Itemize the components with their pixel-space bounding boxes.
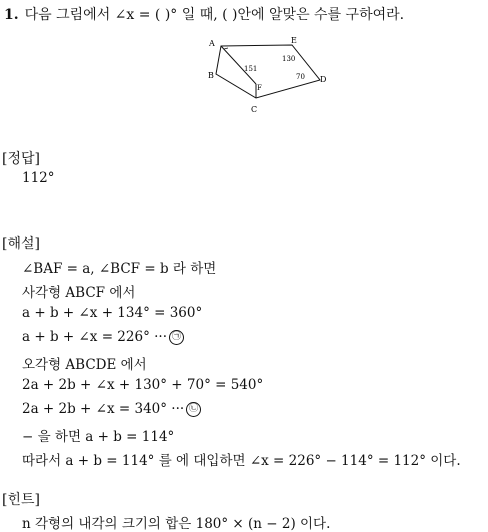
hint-header: [힌트] — [2, 492, 40, 508]
question-number: 1. — [4, 7, 19, 23]
explanation-line-8: − 을 하면 a + b = 114° — [22, 429, 175, 445]
angle-130: 130 — [282, 55, 296, 63]
explanation-line-2: 사각형 ABCF 에서 — [22, 285, 136, 301]
label-c: C — [251, 105, 258, 114]
explanation-line-5: 오각형 ABCDE 에서 — [22, 357, 147, 373]
pentagon-outline — [216, 45, 320, 98]
angle-151: 151 — [244, 65, 258, 73]
explanation-line-1: ∠BAF = a, ∠BCF = b 라 하면 — [22, 261, 217, 277]
question-text: 다음 그림에서 ∠x = ( )° 일 때, ( )안에 알맞은 수를 구하여라. — [24, 7, 405, 23]
explanation-line-4 — [22, 329, 184, 345]
explanation-line-4-text: a + b + ∠x = 226° ··· — [22, 329, 167, 345]
explanation-line-6: 2a + 2b + ∠x + 130° + 70° = 540° — [22, 377, 264, 393]
question — [4, 4, 404, 24]
label-f: F — [257, 84, 262, 92]
pentagon-figure — [196, 32, 336, 118]
circle-mark-1: ㉠ — [169, 330, 184, 345]
circle-mark-2: ㉡ — [186, 402, 201, 417]
answer-value: 112° — [22, 170, 55, 186]
angle-mark-a — [224, 48, 228, 49]
answer-header: [정답] — [2, 151, 40, 167]
explanation-header: [해설] — [2, 236, 40, 252]
explanation-line-7-text: 2a + 2b + ∠x = 340° ··· — [22, 401, 185, 417]
label-b: B — [208, 71, 214, 80]
label-d: D — [320, 75, 327, 84]
explanation-line-9: 따라서 a + b = 114° 를 에 대입하면 ∠x = 226° − 114° = 112° 이다. — [22, 453, 461, 469]
angle-70: 70 — [296, 73, 305, 81]
explanation-line-7 — [22, 401, 201, 417]
label-a: A — [209, 39, 215, 48]
hint-text: n 각형의 내각의 크기의 합은 180° × (n − 2) 이다. — [22, 516, 331, 532]
label-e: E — [291, 36, 297, 45]
explanation-line-3: a + b + ∠x + 134° = 360° — [22, 305, 203, 321]
